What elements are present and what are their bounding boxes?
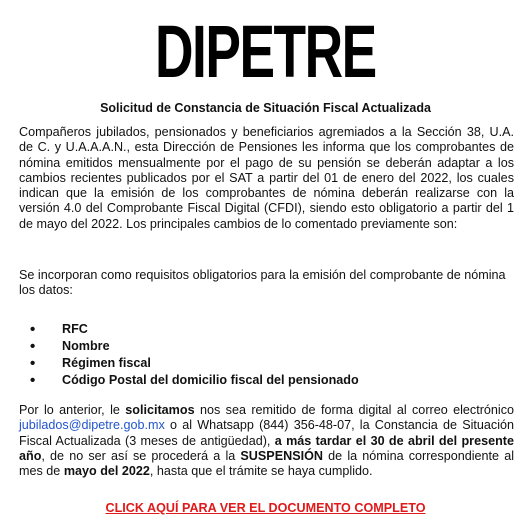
intro-paragraph: Compañeros jubilados, pensionados y beneficiarios agremiados a la Sección 38, U.A. de C. y U.A.A.A.N., esta Dirección de Pensiones les informa que los comprobantes de nómina emitidos mensualmente por el pago de su pensión se deberán adaptar a los cambios recientes publicados por el SAT a partir del 01 de enero del 2022, los cuales indican que la emisión de los comprobantes de nómina deberán realizarse con la versión 4.0 del Comprobante Fiscal Digital (CFDI), siendo esto obligatorio a partir del 1 de mayo del 2022. Los principales cambios de lo comentado previamente son: xyxy=(19,125,514,231)
closing-text-1: Por lo anterior, le xyxy=(19,403,126,417)
list-item: • Nombre xyxy=(28,338,359,355)
dipetre-logo xyxy=(0,10,531,94)
list-item: • Régimen fiscal xyxy=(28,355,359,372)
closing-bold-month: mayo del 2022 xyxy=(63,464,150,479)
closing-text-2: nos sea remitido de forma digital al correo electrónico xyxy=(194,403,515,417)
closing-text-3: o al Whatsapp (844) 356-48-07, la Constancia de Situación Fiscal Actualizada (3 meses de antigüedad), xyxy=(19,418,514,448)
closing-bold-deadline: a más tardar el 30 de abril del presente año xyxy=(19,433,514,463)
closing-text-5: de la nómina correspondiente al mes de xyxy=(19,448,514,479)
view-document-link[interactable]: CLICK AQUÍ PARA VER EL DOCUMENTO COMPLETO xyxy=(105,501,426,515)
list-item: • Código Postal del domicilio fiscal del pensionado xyxy=(28,372,359,389)
logo-text: DIPETRE xyxy=(155,10,376,93)
closing-bold-suspension: SUSPENSIÓN xyxy=(240,448,323,463)
email-link[interactable]: jubilados@dipetre.gob.mx xyxy=(19,418,165,433)
document-title: Solicitud de Constancia de Situación Fiscal Actualizada xyxy=(100,101,431,115)
requirements-list xyxy=(28,321,359,389)
closing-paragraph xyxy=(19,403,514,479)
list-item: • RFC xyxy=(28,321,359,338)
closing-text-4: , de no ser así se procederá a la xyxy=(41,448,241,463)
requirements-intro: Se incorporan como requisitos obligatorios para la emisión del comprobante de nómina los datos: xyxy=(19,268,506,298)
closing-text-6: , hasta que el trámite se haya cumplido. xyxy=(149,464,373,479)
closing-bold-request: solicitamos xyxy=(125,403,195,417)
